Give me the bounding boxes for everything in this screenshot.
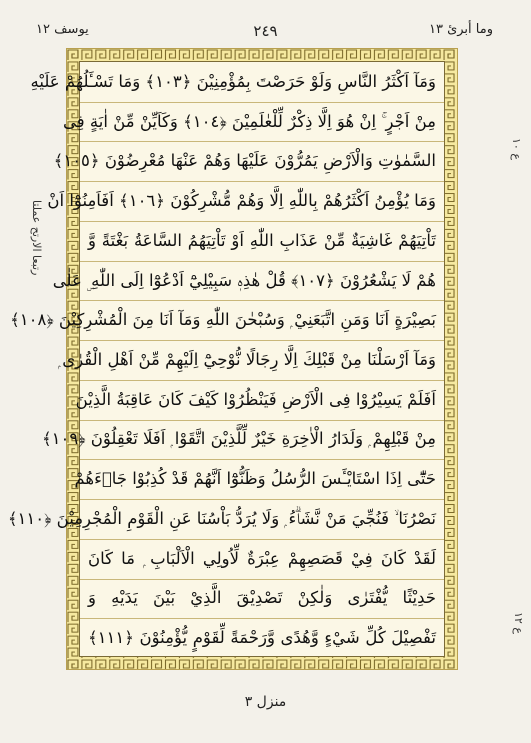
- text-line: اَفَلَمْ يَسِيْرُوْا فِى الْاَرْضِ فَيَنْظُرُوْا كَيْفَ كَانَ عَاقِبَةُ الَّذِيْنَ: [75, 389, 436, 409]
- text-line: حَدِيْثًا يُّفْتَرٰى وَلٰكِنْ تَصْدِيْقَ الَّذِيْ بَيْنَ يَدَيْهِ وَ: [88, 588, 436, 608]
- page-number: ٢٤٩: [253, 22, 278, 40]
- text-line: حَتّٰٓى اِذَا اسْتَايْـَٔسَ الرُّسُلُ وَظَنُّوْٓا اَنَّهُمْ قَدْ كُذِبُوْا جَاۗءَهُمْ: [74, 469, 436, 489]
- text-line: السَّمٰوٰتِ وَالْاَرْضِ يَمُرُّوْنَ عَلَيْهَا وَهُمْ عَنْهَا مُعْرِضُوْنَ ﴿١٠٥﴾: [53, 151, 436, 171]
- text-line: تَاْتِيَهُمْ غَاشِيَةٌ مِّنْ عَذَابِ اللّٰهِ اَوْ تَاْتِيَهُمُ السَّاعَةُ بَغْتَةً وَّ: [88, 230, 436, 250]
- text-line: مِنْ اَجْرٍ ۚ اِنْ هُوَ اِلَّا ذِكْرٌ لِّلْعٰلَمِيْنَ ﴿١٠٤﴾ وَكَاَيِّنْ مِّنْ اٰيَةٍ فِى: [63, 111, 436, 131]
- side-note: رتبعا الارتح عملتا: [30, 200, 43, 276]
- surah-title: يوسف ١٢: [36, 22, 89, 37]
- text-line: هُمْ لَا يَشْعُرُوْنَ ﴿١٠٧﴾ قُلْ هٰذِهٖ سَبِيْلِيْٓ اَدْعُوْٓا اِلَى اللّٰهِ ۣ عَلٰى: [52, 270, 436, 290]
- page-header: [28, 22, 503, 42]
- text-line: وَمَا يُؤْمِنُ اَكْثَرُهُمْ بِاللّٰهِ اِلَّا وَهُمْ مُّشْرِكُوْنَ ﴿١٠٦﴾ اَفَاَمِنُوْٓا اَنْ: [47, 191, 436, 211]
- juz-title: وما أبرئ ١٣: [428, 22, 493, 37]
- text-line: مِنْ قَبْلِهِمْ ۭ وَلَدَارُ الْاٰخِرَةِ خَيْرٌ لِّلَّذِيْنَ اتَّقَوْا ۭ اَفَلَا تَعْقِلُوْنَ ﴿١٠٩﴾: [41, 429, 436, 449]
- text-line: تَفْصِيْلَ كُلِّ شَيْءٍ وَّهُدًى وَّرَحْمَةً لِّقَوْمٍ يُّؤْمِنُوْنَ ﴿١١١﴾: [88, 628, 436, 648]
- text-line: لَقَدْ كَانَ فِيْ قَصَصِهِمْ عِبْرَةٌ لِّاُولِي الْاَلْبَابِ ۭ مَا كَانَ: [88, 548, 436, 568]
- text-line: نَصْرُنَا ۙ فَنُجِّيَ مَنْ نَّشَاۗءُ ۭ وَلَا يُرَدُّ بَاْسُنَا عَنِ الْقَوْمِ الْمُجْرِمِيْنَ ﴿١١٠﴾: [7, 508, 436, 528]
- text-line: وَمَآ اَرْسَلْنَا مِنْ قَبْلِكَ اِلَّا رِجَالًا نُّوْحِيْٓ اِلَيْهِمْ مِّنْ اَهْلِ الْقُرٰى ۭ: [58, 350, 436, 369]
- ruku-marker-bottom: ع ١٢: [512, 612, 525, 634]
- text-line: وَمَآ اَكْثَرُ النَّاسِ وَلَوْ حَرَصْتَ بِمُؤْمِنِيْنَ ﴿١٠٣﴾ وَمَا تَسْـَٔلُهُمْ عَلَيْهِ: [30, 71, 436, 91]
- manzil-footer: منزل ٣: [244, 694, 287, 710]
- text-line: بَصِيْرَةٍ اَنَا وَمَنِ اتَّبَعَنِيْ ۭ وَسُبْحٰنَ اللّٰهِ وَمَآ اَنَا مِنَ الْمُشْرِكِيْنَ ﴿١٠٨﴾: [10, 310, 436, 330]
- ruku-marker: ع ١٠: [510, 138, 523, 160]
